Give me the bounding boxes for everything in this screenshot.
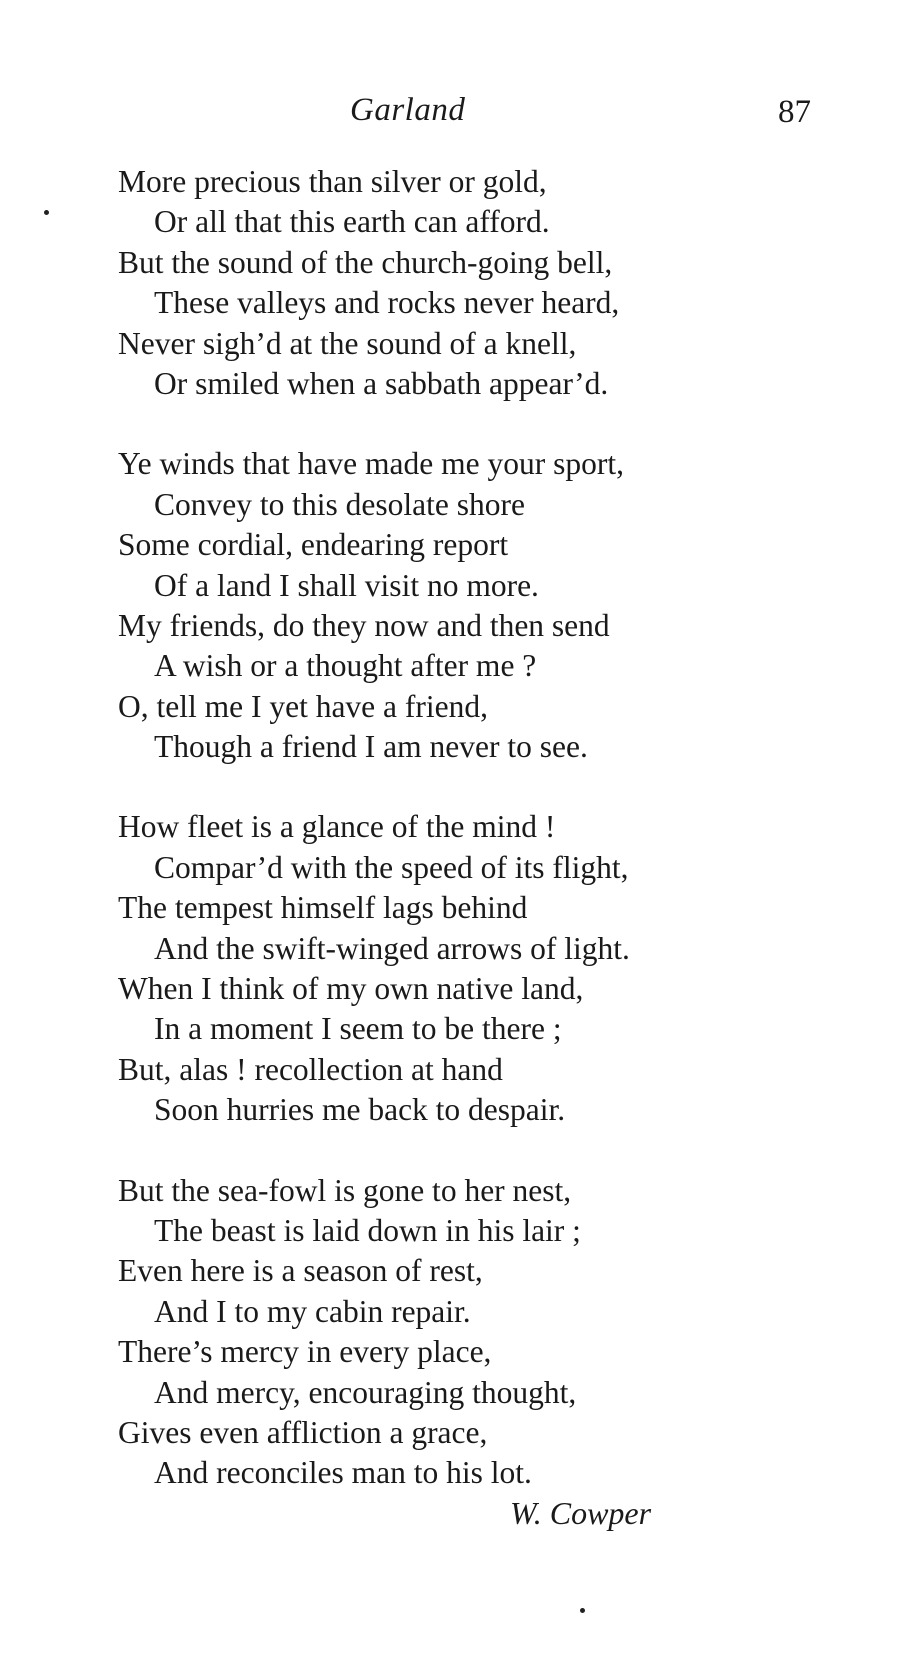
poem-line: Soon hurries me back to despair. — [154, 1092, 566, 1128]
poem-line: When I think of my own native land, — [118, 971, 584, 1007]
poem-line: The beast is laid down in his lair ; — [154, 1212, 581, 1248]
running-head — [0, 92, 920, 140]
page-number: 87 — [778, 94, 811, 130]
stanza-3 — [118, 807, 818, 1130]
poem-line: And reconciles man to his lot. — [154, 1455, 532, 1491]
stanza-4 — [118, 1171, 818, 1494]
poem-line: The tempest himself lags behind — [118, 890, 528, 926]
poem-line: Ye winds that have made me your sport, — [118, 446, 624, 482]
poem-line: But the sea-fowl is gone to her nest, — [118, 1172, 572, 1208]
poem-line: O, tell me I yet have a friend, — [118, 688, 488, 724]
poem-line: A wish or a thought after me ? — [154, 648, 537, 684]
poem-line: Of a land I shall visit no more. — [154, 567, 539, 603]
poem-line: And I to my cabin repair. — [154, 1293, 471, 1329]
poem-line: But the sound of the church-going bell, — [118, 244, 613, 280]
poem-line: How fleet is a glance of the mind ! — [118, 809, 556, 845]
poem-line: Never sigh’d at the sound of a knell, — [118, 325, 577, 361]
poem-line: Compar’d with the speed of its flight, — [154, 849, 629, 885]
poem-line: In a moment I seem to be there ; — [154, 1011, 562, 1047]
poem-line: There’s mercy in every place, — [118, 1334, 492, 1370]
poem-line: Some cordial, endearing report — [118, 527, 509, 563]
stanza-1 — [118, 162, 818, 404]
poem-line: Or all that this earth can afford. — [154, 204, 550, 240]
poem-line: And mercy, encouraging thought, — [154, 1374, 577, 1410]
poem-line: Or smiled when a sabbath appear’d. — [154, 365, 609, 401]
poem-line: And the swift-winged arrows of light. — [154, 930, 630, 966]
poem-line: Convey to this desolate shore — [154, 486, 525, 522]
poem-line: Gives even affliction a grace, — [118, 1414, 488, 1450]
scan-speck — [580, 1608, 585, 1613]
poem-line: But, alas ! recollection at hand — [118, 1051, 503, 1087]
running-title: Garland — [350, 92, 466, 128]
stanza-2 — [118, 444, 818, 767]
scan-speck — [44, 210, 49, 215]
poem-line: Even here is a season of rest, — [118, 1253, 483, 1289]
author-attribution: W. Cowper — [510, 1495, 652, 1531]
poem-line: These valleys and rocks never heard, — [154, 285, 620, 321]
poem-line: My friends, do they now and then send — [118, 607, 610, 643]
poem-line: Though a friend I am never to see. — [154, 729, 588, 765]
poem-body — [118, 162, 818, 1534]
poem-line: More precious than silver or gold, — [118, 164, 547, 199]
